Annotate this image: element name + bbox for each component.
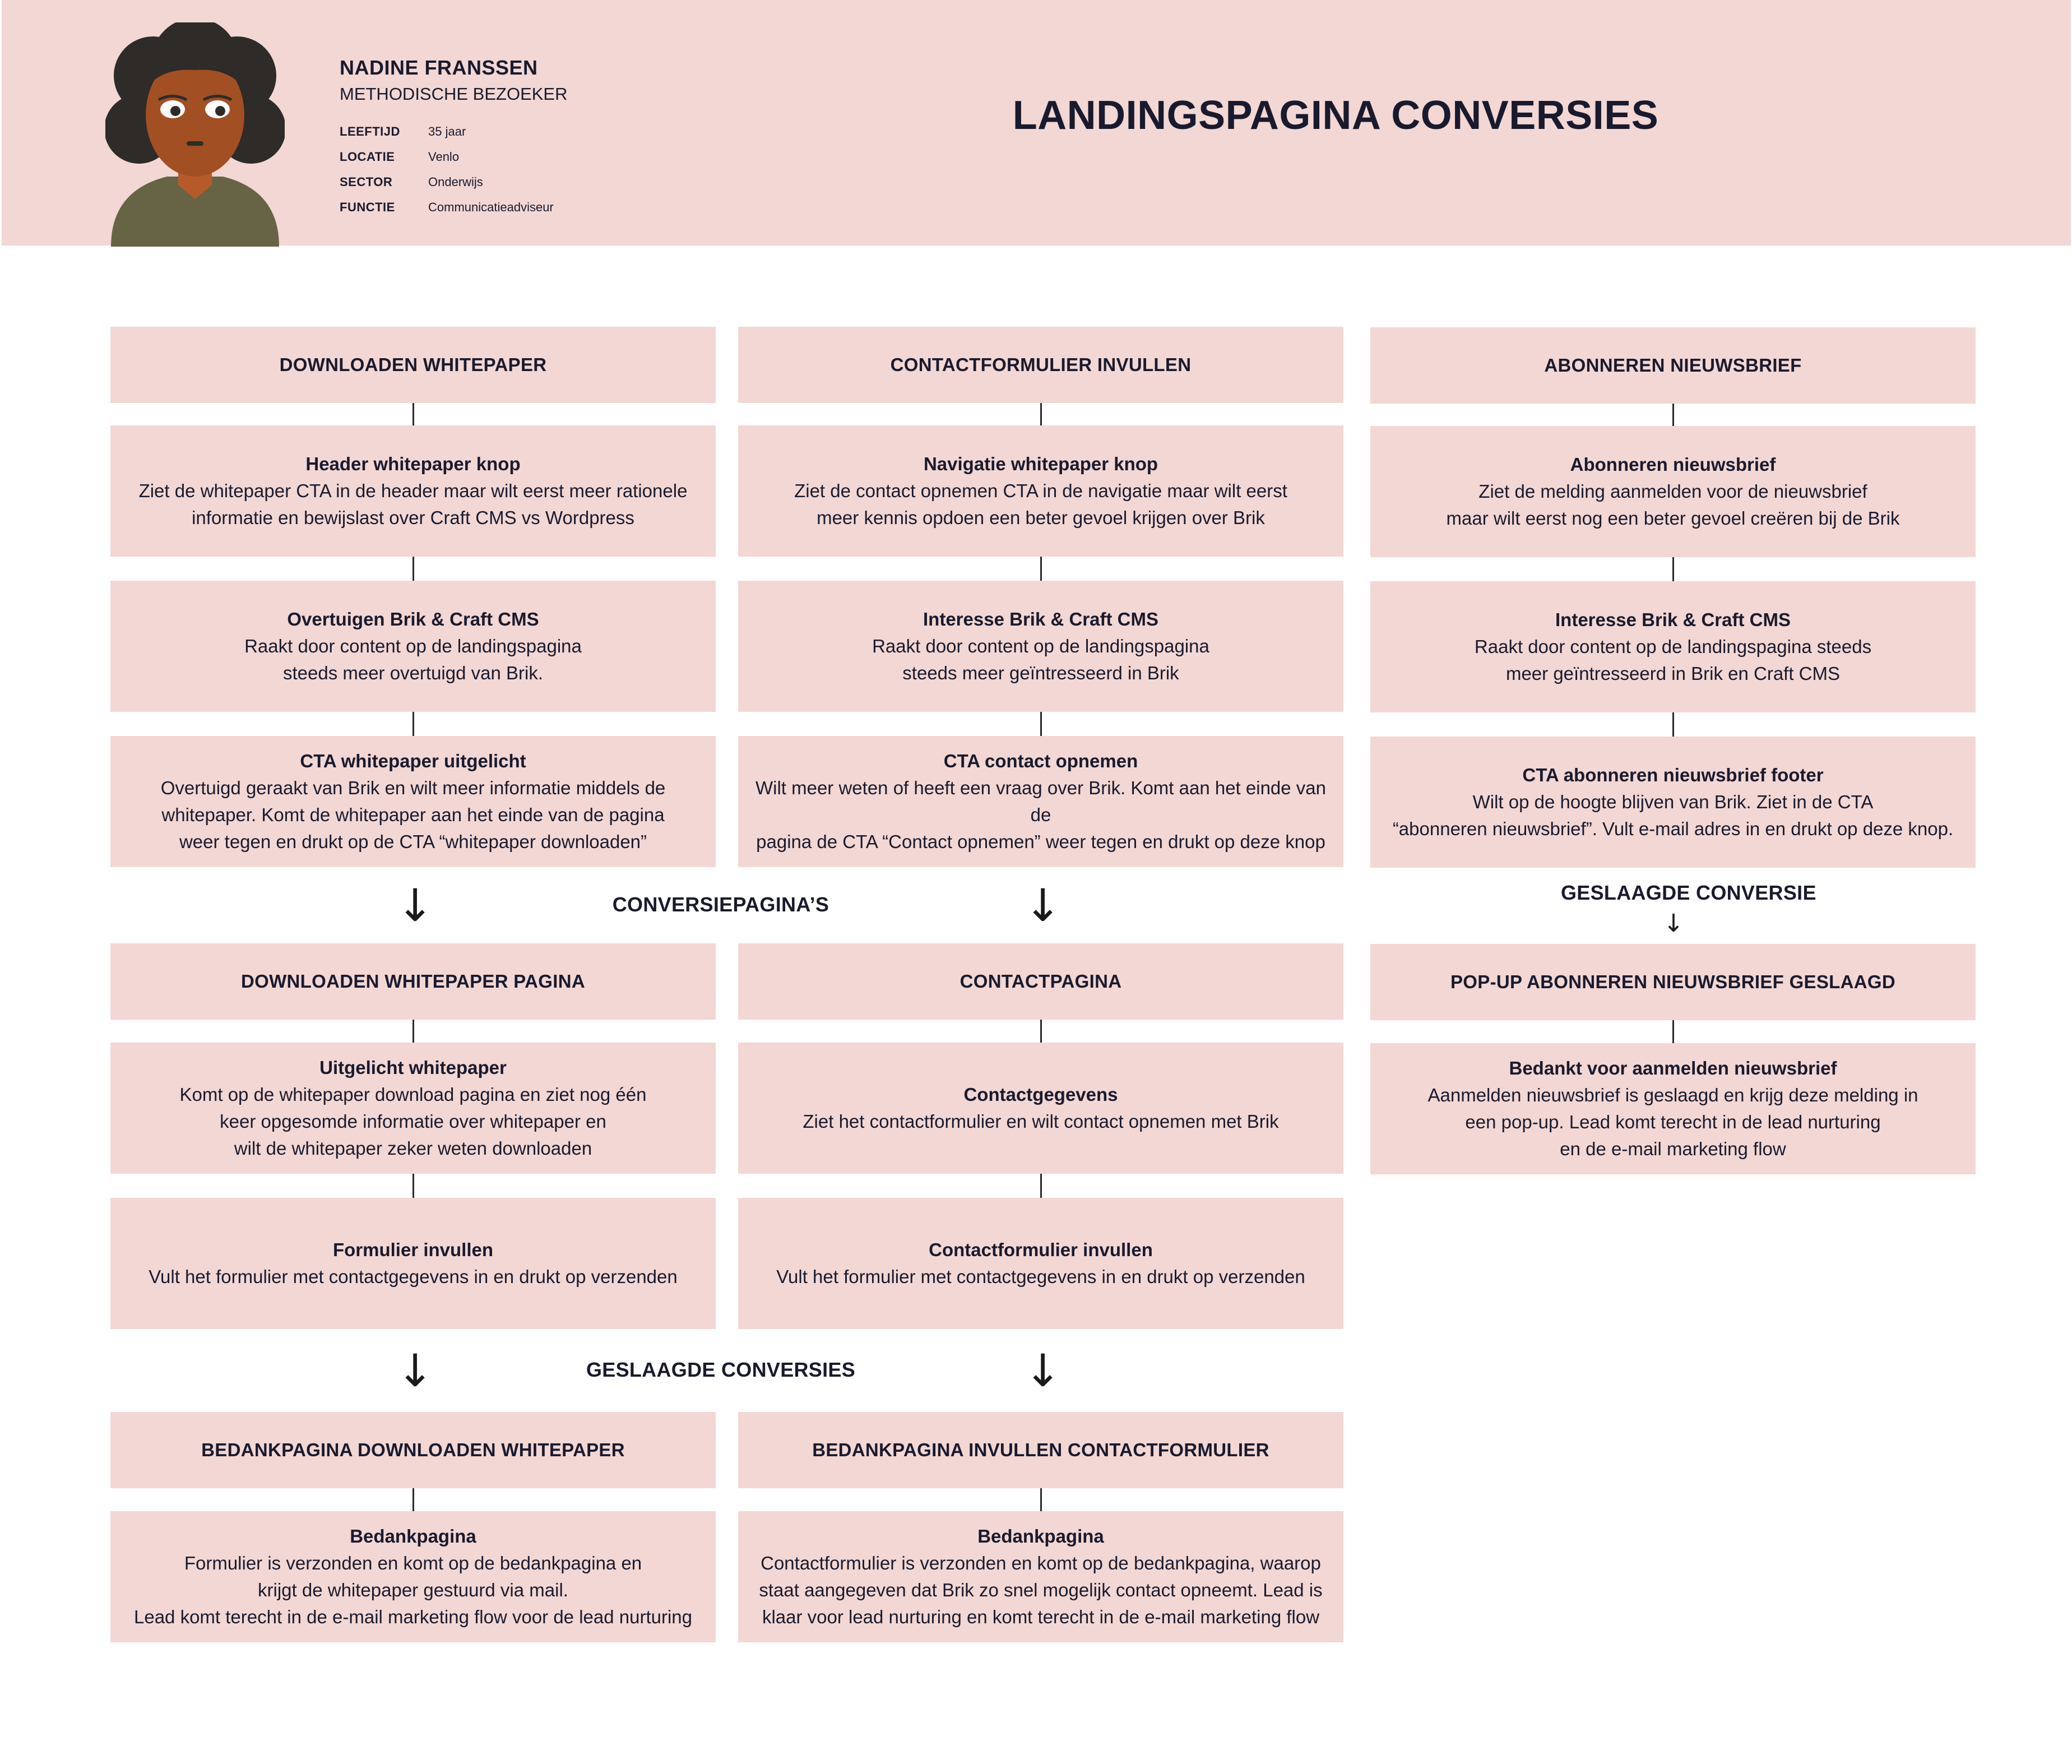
success-header: BEDANKPAGINA INVULLEN CONTACTFORMULIER: [738, 1412, 1343, 1488]
step-text: Wilt op de hoogte blijven van Brik. Ziet in de CTA: [1472, 791, 1874, 812]
step-text: Wilt meer weten of heeft een vraag over Brik. Komt aan het einde van de: [755, 777, 1327, 825]
arrow-down-icon: ↓: [396, 879, 434, 932]
connector-line: [1672, 557, 1674, 581]
step-text: Contactformulier is verzonden en komt op de bedankpagina, waarop: [761, 1553, 1321, 1573]
step-text: staat aangegeven dat Brik zo snel mogelijk contact opneemt. Lead is: [759, 1580, 1323, 1600]
step-text: meer geïntresseerd in Brik en Craft CMS: [1505, 663, 1841, 684]
conversion-step: [110, 1198, 716, 1329]
flow-step: [738, 736, 1343, 867]
conversion-header: CONTACTPAGINA: [738, 943, 1343, 1020]
conversion-step: [1370, 1043, 1976, 1174]
step-text: pagina de CTA “Contact opnemen” weer tegen en drukt op deze knop: [756, 831, 1325, 852]
flow-step: [110, 425, 716, 557]
step-text: Vult het formulier met contactgegevens in en drukt op verzenden: [149, 1266, 678, 1287]
flow-step: [1370, 581, 1976, 712]
step-title: Formulier invullen: [332, 1239, 494, 1260]
success-step: [738, 1511, 1343, 1642]
persona-details: [340, 119, 554, 220]
conversion-step: [110, 1043, 716, 1174]
flow-step: [738, 581, 1343, 712]
flow-step: [738, 425, 1343, 557]
detail-value: Venlo: [428, 149, 460, 164]
step-title: CTA contact opnemen: [943, 751, 1138, 771]
connector-line: [1672, 1020, 1674, 1043]
persona-detail-row: [340, 195, 554, 220]
detail-label: FUNCTIE: [340, 200, 395, 214]
step-text: “abonneren nieuwsbrief”. Vult e-mail adres in en drukt op deze knop.: [1392, 818, 1954, 839]
step-text: krijgt de whitepaper gestuurd via mail.: [258, 1580, 568, 1600]
connector-line: [412, 557, 414, 581]
connector-line: [412, 403, 414, 425]
arrow-down-icon: ↓: [1663, 909, 1684, 938]
step-text: Ziet de whitepaper CTA in de header maar wilt eerst meer rationele: [138, 480, 688, 501]
step-text: steeds meer geïntresseerd in Brik: [902, 663, 1179, 683]
arrow-down-icon: ↓: [1024, 879, 1062, 932]
step-title: Abonneren nieuwsbrief: [1570, 454, 1776, 475]
connector-line: [1040, 1020, 1042, 1043]
conversion-header: DOWNLOADEN WHITEPAPER PAGINA: [110, 943, 716, 1020]
step-text: Ziet de contact opnemen CTA in de navigatie maar wilt eerst: [794, 480, 1287, 501]
step-text: Raakt door content op de landingspagina: [872, 636, 1209, 656]
step-text: weer tegen en drukt op de CTA “whitepaper downloaden”: [179, 831, 647, 852]
success-step: [110, 1511, 716, 1642]
persona-avatar: [105, 22, 285, 247]
step-text: een pop-up. Lead komt terecht in de lead nurturing: [1465, 1112, 1881, 1132]
connector-line: [1040, 557, 1042, 581]
connector-line: [1672, 712, 1674, 737]
connector-line: [1040, 1174, 1042, 1198]
step-text: Ziet het contactformulier en wilt contact opnemen met Brik: [803, 1111, 1279, 1132]
persona-detail-row: [340, 169, 554, 195]
connector-line: [412, 712, 414, 736]
step-text: en de e-mail marketing flow: [1560, 1138, 1786, 1159]
persona-role: METHODISCHE BEZOEKER: [340, 84, 568, 104]
flow-header: DOWNLOADEN WHITEPAPER: [110, 327, 716, 403]
step-text: Raakt door content op de landingspagina steeds: [1474, 636, 1872, 657]
step-text: keer opgesomde informatie over whitepaper en: [220, 1111, 606, 1132]
conversion-step: [738, 1198, 1343, 1329]
step-title: Interesse Brik & Craft CMS: [1555, 609, 1791, 630]
section-label-geslaagde-conversies: GESLAAGDE CONVERSIES: [586, 1358, 856, 1381]
connector-line: [412, 1020, 414, 1043]
step-text: Formulier is verzonden en komt op de bedankpagina en: [184, 1553, 642, 1573]
step-title: Header whitepaper knop: [305, 453, 521, 474]
step-title: Overtuigen Brik & Craft CMS: [287, 609, 539, 629]
connector-line: [1672, 404, 1674, 426]
arrow-down-icon: ↓: [396, 1345, 434, 1397]
flow-step: [110, 736, 716, 867]
connector-line: [412, 1488, 414, 1511]
step-text: Aanmelden nieuwsbrief is geslaagd en krijg deze melding in: [1427, 1085, 1918, 1105]
step-title: Contactformulier invullen: [929, 1239, 1153, 1260]
step-title: Uitgelicht whitepaper: [319, 1057, 507, 1078]
detail-value: Communicatieadviseur: [428, 200, 554, 214]
section-label-geslaagde-conversie: GESLAAGDE CONVERSIE: [1561, 881, 1816, 904]
step-text: Raakt door content op de landingspagina: [244, 636, 582, 656]
step-text: informatie en bewijslast over Craft CMS vs Wordpress: [192, 507, 634, 528]
conversion-step: [738, 1043, 1343, 1174]
persona-detail-row: [340, 144, 554, 169]
step-text: meer kennis opdoen een beter gevoel krijgen over Brik: [817, 507, 1265, 528]
step-title: Navigatie whitepaper knop: [923, 453, 1158, 474]
step-title: Bedankt voor aanmelden nieuwsbrief: [1509, 1058, 1837, 1078]
step-title: Interesse Brik & Craft CMS: [923, 609, 1158, 629]
persona-name: NADINE FRANSSEN: [340, 56, 538, 79]
persona-detail-row: [340, 119, 554, 144]
connector-line: [412, 1174, 414, 1198]
step-text: Overtuigd geraakt van Brik en wilt meer informatie middels de: [160, 777, 666, 798]
arrow-down-icon: ↓: [1024, 1345, 1062, 1397]
page-title: LANDINGSPAGINA CONVERSIES: [1012, 93, 1659, 138]
step-title: Bedankpagina: [350, 1526, 476, 1547]
flow-step: [1370, 737, 1976, 868]
success-header: BEDANKPAGINA DOWNLOADEN WHITEPAPER: [110, 1412, 716, 1488]
step-text: Ziet de melding aanmelden voor de nieuwsbrief: [1478, 481, 1867, 502]
flow-step: [110, 581, 716, 712]
connector-line: [1040, 403, 1042, 425]
step-text: maar wilt eerst nog een beter gevoel creëren bij de Brik: [1446, 508, 1900, 529]
step-text: Lead komt terecht in de e-mail marketing flow voor de lead nurturing: [133, 1606, 692, 1627]
detail-value: 35 jaar: [428, 124, 466, 138]
step-text: wilt de whitepaper zeker weten downloaden: [234, 1138, 592, 1159]
detail-value: Onderwijs: [428, 174, 483, 189]
step-text: steeds meer overtuigd van Brik.: [282, 663, 544, 683]
detail-label: SECTOR: [340, 174, 393, 189]
step-text: Komt op de whitepaper download pagina en ziet nog één: [179, 1084, 647, 1105]
connector-line: [1040, 712, 1042, 736]
step-title: Bedankpagina: [977, 1526, 1104, 1547]
flow-header: ABONNEREN NIEUWSBRIEF: [1370, 327, 1976, 404]
step-text: whitepaper. Komt de whitepaper aan het einde van de pagina: [161, 804, 665, 825]
step-title: CTA abonneren nieuwsbrief footer: [1522, 765, 1824, 785]
flow-header: CONTACTFORMULIER INVULLEN: [738, 327, 1343, 403]
persona-header: [2, 0, 2071, 246]
step-title: CTA whitepaper uitgelicht: [300, 751, 526, 771]
connector-line: [1040, 1488, 1042, 1511]
detail-label: LEEFTIJD: [340, 124, 400, 138]
step-title: Contactgegevens: [963, 1084, 1118, 1105]
step-text: Vult het formulier met contactgegevens in en drukt op verzenden: [776, 1266, 1305, 1287]
flow-step: [1370, 426, 1976, 557]
conversion-header: POP-UP ABONNEREN NIEUWSBRIEF GESLAAGD: [1370, 944, 1976, 1020]
detail-label: LOCATIE: [340, 149, 395, 164]
step-text: klaar voor lead nurturing en komt terecht in de e-mail marketing flow: [762, 1606, 1320, 1627]
section-label-conversiepaginas: CONVERSIEPAGINA’S: [612, 893, 829, 916]
